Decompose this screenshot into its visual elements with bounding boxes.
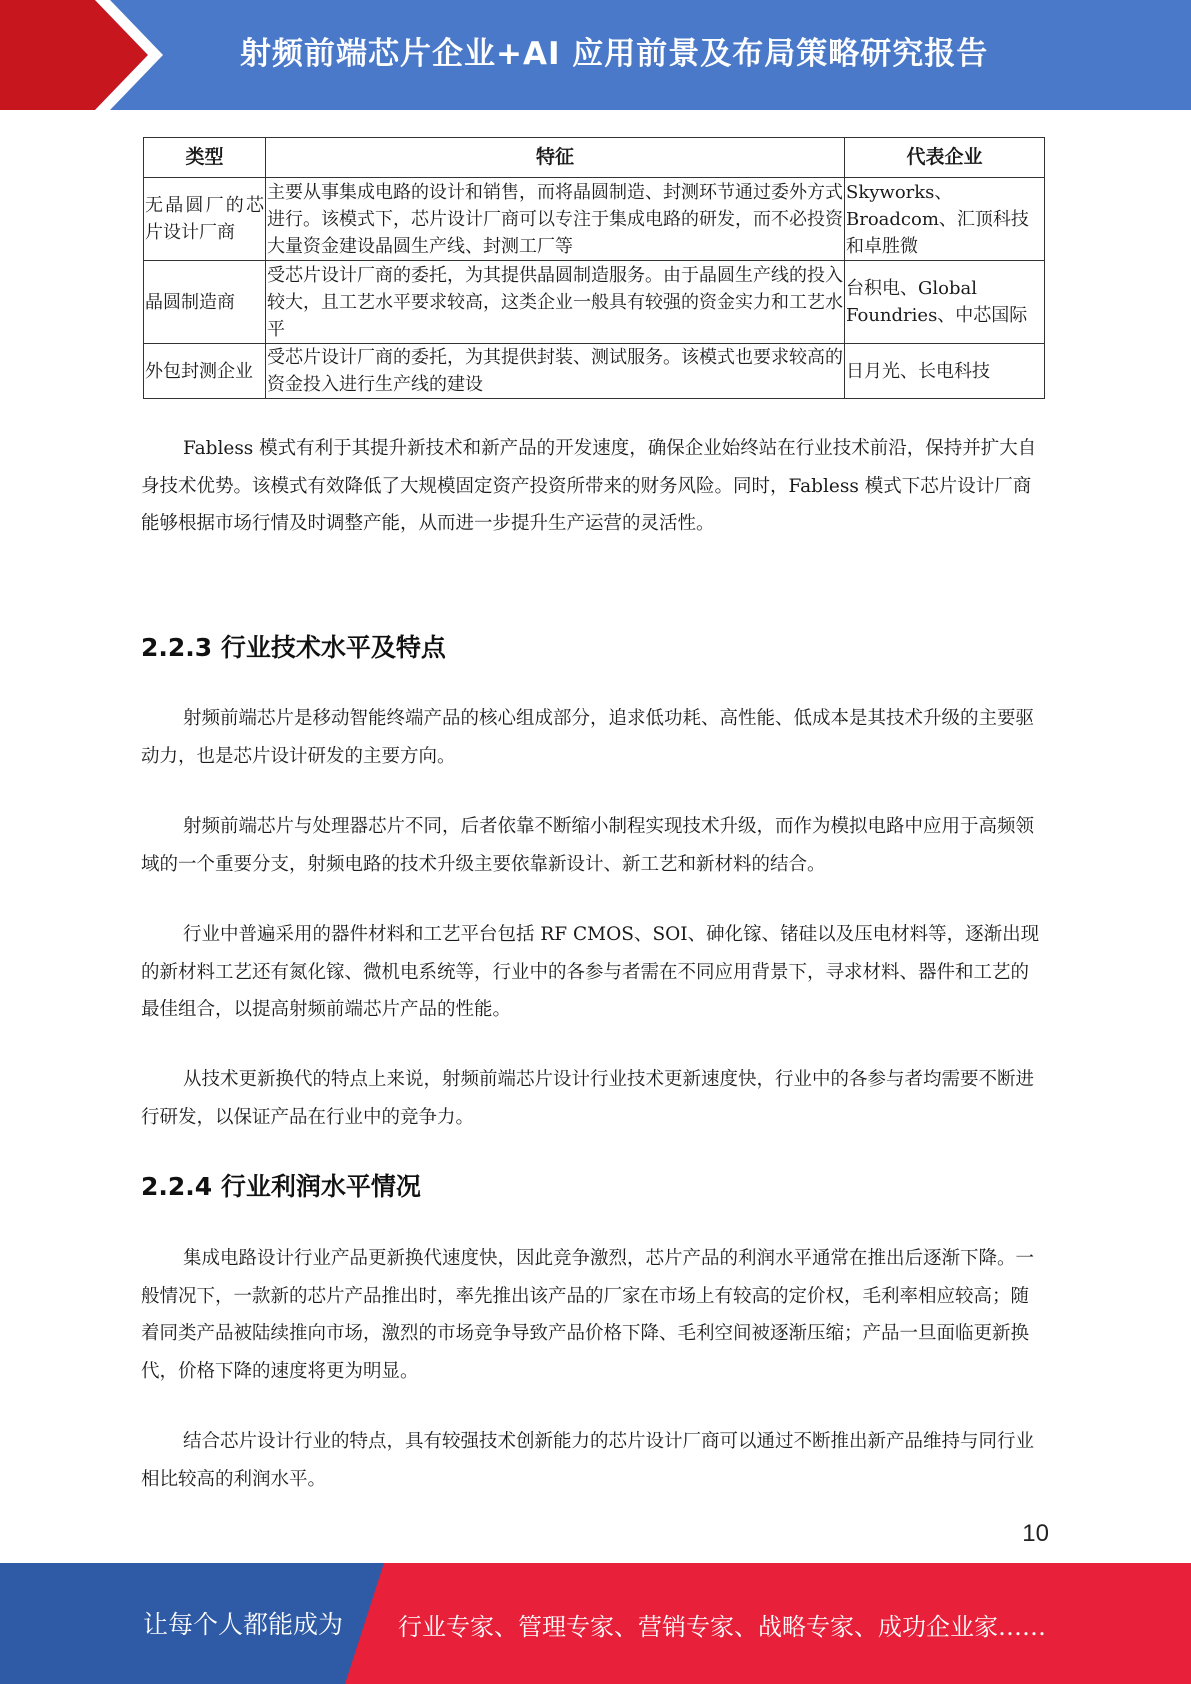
table-header-companies: 代表企业	[845, 138, 1045, 178]
table-cell-feature: 受芯片设计厂商的委托，为其提供晶圆制造服务。由于晶圆生产线的投入较大，且工艺水平要求较高，这类企业一般具有较强的资金实力和工艺水平	[266, 261, 845, 344]
footer-slogan-right: 行业专家、管理专家、营销专家、战略专家、成功企业家……	[398, 1613, 1046, 1641]
heading-2-2-3: 2.2.3 行业技术水平及特点	[141, 633, 446, 662]
heading-2-2-4: 2.2.4 行业利润水平情况	[141, 1172, 421, 1201]
paragraph-tech-4: 从技术更新换代的特点上来说，射频前端芯片设计行业技术更新速度快，行业中的各参与者均需要不断进行研发，以保证产品在行业中的竞争力。	[141, 1069, 1035, 1128]
table-header-feature: 特征	[266, 138, 845, 178]
paragraph-profit-2: 结合芯片设计行业的特点，具有较强技术创新能力的芯片设计厂商可以通过不断推出新产品维持与同行业相比较高的利润水平。	[141, 1431, 1035, 1490]
business-model-table	[143, 137, 1045, 399]
table-row	[144, 178, 1045, 261]
table-cell-type: 外包封测企业	[144, 344, 266, 399]
table-cell-feature: 受芯片设计厂商的委托，为其提供封装、测试服务。该模式也要求较高的资金投入进行生产线的建设	[266, 344, 845, 399]
table-cell-companies: Skyworks、Broadcom、汇顶科技和卓胜微	[845, 178, 1045, 261]
paragraph-tech-2: 射频前端芯片与处理器芯片不同，后者依靠不断缩小制程实现技术升级，而作为模拟电路中应用于高频领域的一个重要分支，射频电路的技术升级主要依靠新设计、新工艺和新材料的结合。	[141, 816, 1035, 875]
table-row	[144, 344, 1045, 399]
paragraph-tech-3: 行业中普遍采用的器件材料和工艺平台包括 RF CMOS、SOI、砷化镓、锗硅以及压电材料等，逐渐出现的新材料工艺还有氮化镓、微机电系统等，行业中的各参与者需在不同应用背景下，寻求材料、器件和工艺的最佳组合，以提高射频前端芯片产品的性能。	[141, 924, 1040, 1020]
table-cell-companies: 日月光、长电科技	[845, 344, 1045, 399]
report-title: 射频前端芯片企业+AI 应用前景及布局策略研究报告	[240, 36, 989, 72]
table-row	[144, 261, 1045, 344]
page-header	[0, 0, 1191, 110]
table-cell-feature: 主要从事集成电路的设计和销售，而将晶圆制造、封测环节通过委外方式进行。该模式下，芯片设计厂商可以专注于集成电路的研发，而不必投资大量资金建设晶圆生产线、封测工厂等	[266, 178, 845, 261]
paragraph-tech-1: 射频前端芯片是移动智能终端产品的核心组成部分，追求低功耗、高性能、低成本是其技术升级的主要驱动力，也是芯片设计研发的主要方向。	[141, 708, 1035, 767]
page-number: 10	[1022, 1520, 1049, 1547]
table-cell-type: 晶圆制造商	[144, 261, 266, 344]
table-header-type: 类型	[144, 138, 266, 178]
footer-slogan-left: 让每个人都能成为	[143, 1610, 344, 1639]
table-cell-type: 无晶圆厂的芯片设计厂商	[144, 178, 266, 261]
paragraph-fabless: Fabless 模式有利于其提升新技术和新产品的开发速度，确保企业始终站在行业技术前沿，保持并扩大自身技术优势。该模式有效降低了大规模固定资产投资所带来的财务风险。同时，Fabless 模式下芯片设计厂商能够根据市场行情及时调整产能，从而进一步提升生产运营的灵活性。	[141, 438, 1037, 534]
table-header-row	[144, 138, 1045, 178]
page-footer	[0, 1563, 1191, 1684]
table-cell-companies: 台积电、Global Foundries、中芯国际	[845, 261, 1045, 344]
paragraph-profit-1: 集成电路设计行业产品更新换代速度快，因此竞争激烈，芯片产品的利润水平通常在推出后逐渐下降。一般情况下，一款新的芯片产品推出时，率先推出该产品的厂家在市场上有较高的定价权，毛利率相应较高；随着同类产品被陆续推向市场，激烈的市场竞争导致产品价格下降、毛利空间被逐渐压缩；产品一旦面临更新换代，价格下降的速度将更为明显。	[141, 1248, 1035, 1382]
